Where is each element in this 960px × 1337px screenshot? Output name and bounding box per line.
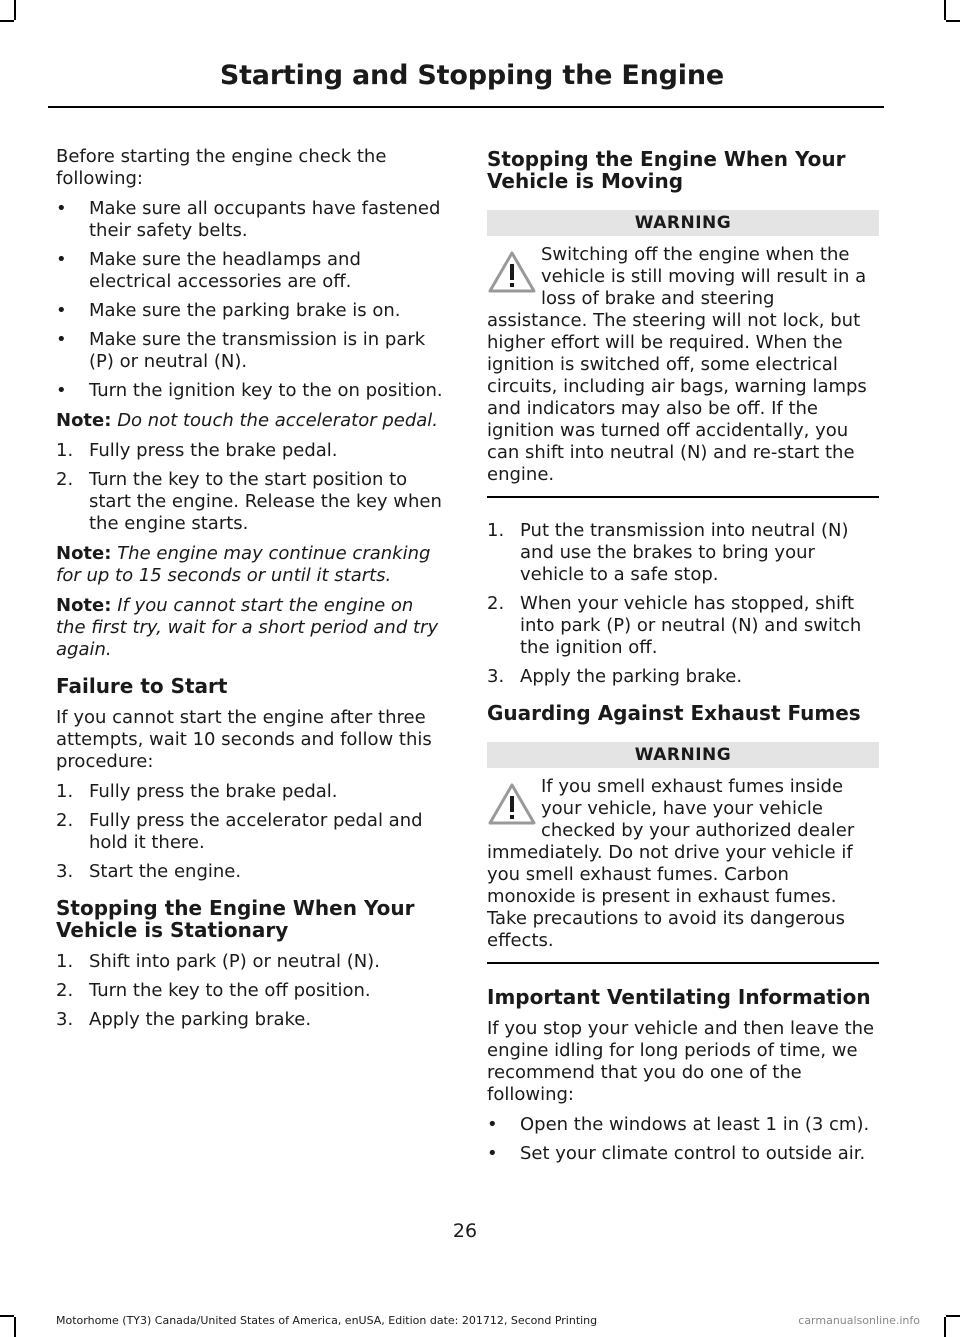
list-item: 1. Put the transmission into neutral (N) and use the brakes to bring your vehicle to a safe stop. bbox=[487, 520, 849, 585]
list-item: • Make sure the transmission is in park (P) or neutral (N). bbox=[56, 329, 426, 372]
warning-triangle-icon bbox=[487, 782, 537, 826]
stationary-steps bbox=[56, 951, 448, 1031]
crop-mark bbox=[946, 1315, 960, 1317]
list-item: 3. Apply the parking brake. bbox=[56, 1009, 312, 1030]
bullet: • bbox=[56, 198, 67, 219]
note: Note: Do not touch the accelerator pedal. bbox=[56, 410, 439, 431]
ventilating-list bbox=[487, 1114, 879, 1165]
failure-intro: If you cannot start the engine after three attempts, wait 10 seconds and follow this procedure: bbox=[56, 707, 432, 772]
crop-mark bbox=[946, 20, 960, 22]
warning-box-moving bbox=[487, 210, 879, 498]
section-heading-moving: Stopping the Engine When Your Vehicle is Moving bbox=[487, 147, 846, 193]
section-heading-fumes: Guarding Against Exhaust Fumes bbox=[487, 701, 861, 725]
header-rule bbox=[48, 106, 884, 108]
intro-text: Before starting the engine check the following: bbox=[56, 146, 387, 189]
bullet: • bbox=[56, 249, 67, 270]
warning-box-fumes bbox=[487, 742, 879, 964]
crop-mark bbox=[0, 1315, 14, 1317]
bullet: • bbox=[487, 1143, 498, 1164]
bullet: • bbox=[56, 329, 67, 350]
list-item: • Make sure all occupants have fastened their safety belts. bbox=[56, 198, 441, 241]
page-title: Starting and Stopping the Engine bbox=[219, 60, 724, 91]
list-item: • Make sure the headlamps and electrical accessories are off. bbox=[56, 249, 361, 292]
warning-label: WARNING bbox=[487, 742, 879, 768]
left-column bbox=[56, 146, 448, 1039]
list-item: • Set your climate control to outside air. bbox=[487, 1143, 866, 1164]
list-item: 3. Start the engine. bbox=[56, 861, 242, 882]
section-heading-stationary: Stopping the Engine When Your Vehicle is Stationary bbox=[56, 896, 415, 942]
crop-mark bbox=[944, 1317, 946, 1337]
moving-steps bbox=[487, 520, 879, 688]
crop-mark bbox=[14, 1317, 16, 1337]
list-item: 3. Apply the parking brake. bbox=[487, 666, 743, 687]
section-heading-ventilating: Important Ventilating Information bbox=[487, 985, 871, 1009]
list-item: 2. Turn the key to the off position. bbox=[56, 980, 371, 1001]
crop-mark bbox=[0, 20, 14, 22]
list-item: • Open the windows at least 1 in (3 cm). bbox=[487, 1114, 870, 1135]
bullet: • bbox=[56, 300, 67, 321]
start-steps bbox=[56, 440, 448, 535]
list-item: 1. Shift into park (P) or neutral (N). bbox=[56, 951, 380, 972]
warning-label: WARNING bbox=[487, 210, 879, 236]
warning-triangle-icon bbox=[487, 250, 537, 294]
list-item: 1. Fully press the brake pedal. bbox=[56, 781, 338, 802]
ventilating-intro: If you stop your vehicle and then leave the engine idling for long periods of time, we recommend that you do one of the following: bbox=[487, 1018, 875, 1105]
list-item: • Make sure the parking brake is on. bbox=[56, 300, 401, 321]
bullet: • bbox=[56, 380, 67, 401]
failure-steps bbox=[56, 781, 448, 883]
watermark: carmanualsonline.info bbox=[798, 1314, 920, 1327]
note: Note: The engine may continue cranking for up to 15 seconds or until it starts. bbox=[56, 543, 431, 586]
note: Note: If you cannot start the engine on the first try, wait for a short period and try again. bbox=[56, 595, 439, 660]
list-item: • Turn the ignition key to the on position. bbox=[56, 380, 443, 401]
right-column bbox=[487, 146, 879, 1173]
page-number: 26 bbox=[452, 1220, 478, 1242]
list-item: 2. Turn the key to the start position to start the engine. Release the key when the engine starts. bbox=[56, 469, 442, 534]
crop-mark bbox=[14, 0, 16, 20]
list-item: 1. Fully press the brake pedal. bbox=[56, 440, 338, 461]
warning-text: If you smell exhaust fumes inside your vehicle, have your vehicle checked by your authorized dealer immediately. Do not drive your vehicle if you smell exhaust fumes. Carbon monoxide is present in exhaust fumes. Take precautions to avoid its dangerous effects. bbox=[487, 776, 855, 951]
section-heading-failure: Failure to Start bbox=[56, 674, 228, 698]
bullet: • bbox=[487, 1114, 498, 1135]
list-item: 2. When your vehicle has stopped, shift into park (P) or neutral (N) and switch the ignition off. bbox=[487, 593, 862, 658]
crop-mark bbox=[944, 0, 946, 20]
footer-text: Motorhome (TY3) Canada/United States of America, enUSA, Edition date: 201712, Second Printing bbox=[56, 1314, 598, 1327]
warning-text: Switching off the engine when the vehicle is still moving will result in a loss of brake and steering assistance. The steering will not lock, but higher effort will be required. When the ignition is switched off, some electrical circuits, including air bags, warning lamps and indicators may also be off. If the ignition was turned off accidentally, you can shift into neutral (N) and re-start the engine. bbox=[487, 244, 867, 485]
pre-start-checklist bbox=[56, 198, 448, 402]
list-item: 2. Fully press the accelerator pedal and hold it there. bbox=[56, 810, 423, 853]
